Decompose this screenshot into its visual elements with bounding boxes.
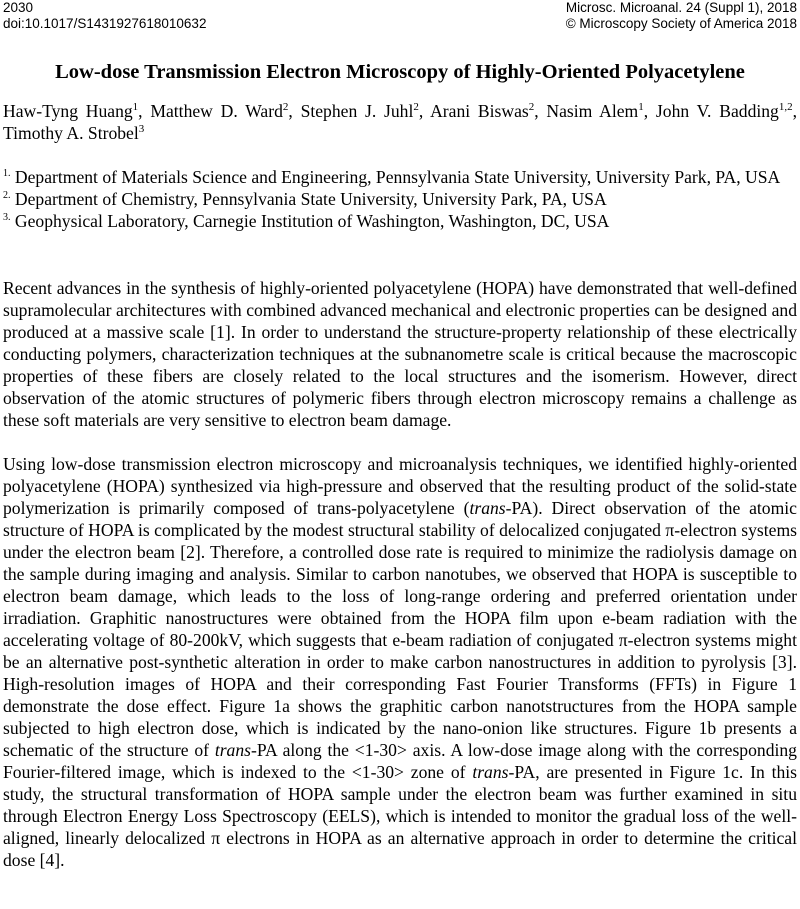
paragraph-text: -PA, are presented in Figure 1c. In this study, the structural transformation of HOPA sample under the electron beam was further examined in situ through Electron Energy Loss Spectroscopy (EELS), which is intended to monitor the gradual loss of the well-aligned, linearly delocalized π electrons in HOPA as an alternative approach in order to determine the critical dose [4]. — [3, 762, 797, 870]
author-name: Stephen J. Juhl — [300, 101, 414, 121]
journal-citation: Microsc. Microanal. 24 (Suppl 1), 2018 — [565, 0, 797, 15]
page-header — [3, 0, 797, 32]
author — [656, 101, 793, 121]
affiliation — [3, 188, 797, 210]
author-name: John V. Badding — [655, 101, 779, 121]
affiliation-number: 2. — [3, 190, 11, 202]
author-name: Matthew D. Ward — [150, 101, 283, 121]
affiliation-number: 3. — [3, 212, 11, 224]
author-affiliation-mark: 1 — [638, 101, 644, 114]
paragraph-text: Recent advances in the synthesis of highly-oriented polyacetylene (HOPA) have demonstrated that well-defined supramolecular architectures with combined advanced mechanical and electronic properties can be designed and produced at a massive scale [1]. In order to understand the structure-property relationship of these electrically conducting polymers, characterization techniques at the subnanometre scale is critical because the macroscopic properties of these fibers are closely related to the local structures and the isomerism. However, direct observation of the atomic structures of polymeric fibers through electron microscopy remains a challenge as these soft materials are very sensitive to electron beam damage. — [3, 278, 797, 430]
author-affiliation-mark: 2 — [413, 101, 419, 114]
body-paragraph — [3, 277, 797, 431]
author-affiliation-mark: 2 — [528, 101, 535, 114]
affiliation-list — [3, 166, 797, 232]
author — [3, 101, 138, 121]
paragraph-text: Using low-dose transmission electron microscopy and microanalysis techniques, we identified highly-oriented polyacetylene (HOPA) synthesized via high-pressure and observed that the resulting product of the solid-state polymerization is primarily composed of trans-polyacetylene ( — [3, 454, 797, 518]
author — [3, 123, 144, 143]
affiliation-text: Department of Materials Science and Engineering, Pennsylvania State University, University Park, PA, USA — [10, 167, 781, 187]
affiliation-number: 1. — [3, 168, 11, 180]
author — [150, 101, 288, 121]
affiliation — [3, 166, 797, 188]
author-affiliation-mark: 3 — [138, 123, 145, 136]
italic-term: trans — [469, 498, 506, 518]
italic-term: trans — [472, 762, 509, 782]
author — [430, 101, 534, 121]
author-affiliation-mark: 1 — [132, 101, 139, 114]
author-affiliation-mark: 1,2 — [778, 101, 793, 114]
abstract-body — [3, 277, 797, 893]
copyright: © Microscopy Society of America 2018 — [565, 16, 797, 31]
author — [546, 101, 643, 121]
author — [301, 101, 419, 121]
paper-title: Low-dose Transmission Electron Microscopy of Highly-Oriented Polyacetylene — [55, 61, 745, 83]
body-paragraph — [3, 453, 797, 871]
author-name: Nasim Alem — [546, 101, 639, 121]
author-name: Haw-Tyng Huang — [3, 101, 133, 121]
paragraph-text: -PA along the <1-30> axis. A low-dose image along with the corresponding Fourier-filtered image, which is indexed to the <1-30> zone of — [3, 740, 797, 782]
affiliation-text: Department of Chemistry, Pennsylvania State University, University Park, PA, USA — [10, 189, 607, 209]
author-name: Timothy A. Strobel — [3, 123, 139, 143]
author-list: Haw-Tyng Huang$^1$, Matthew D. Ward$^2$, Stephen J. Juhl$^2$, Arani Biswas$^2$, Nasim Alem$^1$, John V. Badding$^{1,2}$, Timothy A. Strobel$^3$ — [3, 101, 797, 143]
paragraph-text: -PA). Direct observation of the atomic structure of HOPA is complicated by the modest structural stability of delocalized conjugated π-electron systems under the electron beam [2]. Therefore, a controlled dose rate is required to minimize the radiolysis damage on the sample during imaging and analysis. Similar to carbon nanotubes, we observed that HOPA is susceptible to electron beam damage, which leads to the loss of long-range ordering and preferred orientation under irradiation. Graphitic nanostructures were obtained from the HOPA film upon e-beam radiation with the accelerating voltage of 80-200kV, which suggests that e-beam radiation of conjugated π-electron systems might be an alternative post-synthetic alteration in order to make carbon nanostructures in addition to pyrolysis [3]. High-resolution images of HOPA and their corresponding Fast Fourier Transforms (FFTs) in Figure 1 demonstrate the dose effect. Figure 1a shows the graphitic carbon nanotstructures from the HOPA sample subjected to high electron dose, which is indicated by the nano-onion like structures. Figure 1b presents a schematic of the structure of — [3, 498, 797, 760]
affiliation-text: Geophysical Laboratory, Carnegie Institution of Washington, Washington, DC, USA — [10, 211, 610, 231]
affiliation — [3, 210, 797, 232]
author-name: Arani Biswas — [430, 101, 529, 121]
doi[interactable]: doi:10.1017/S1431927618010632 — [3, 16, 207, 31]
italic-term: trans — [214, 740, 251, 760]
page-number: 2030 — [3, 0, 34, 15]
author-affiliation-mark: 2 — [282, 101, 289, 114]
